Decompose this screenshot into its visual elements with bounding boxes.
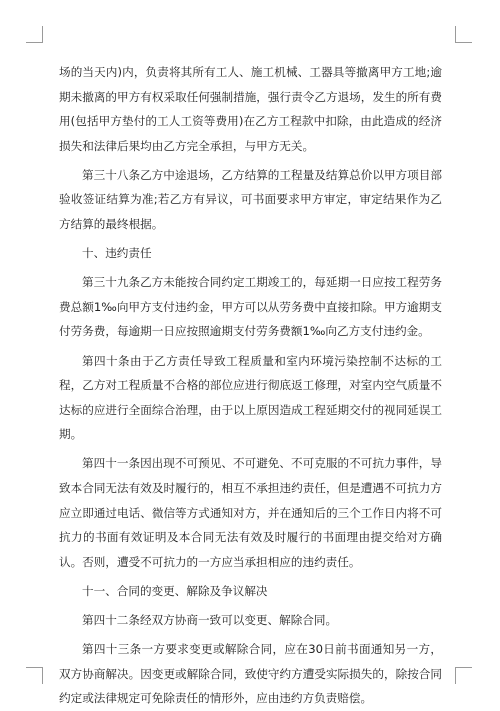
paragraph-article-40: 第四十条由于乙方责任导致工程质量和室内环境污染控制不达标的工程，乙方对工程质量不合格的部位应进行彻底返工修理，对室内空气质量不达标的应进行全面综合治理，由于以上原因造成工程延期交付的视同延误工期。: [59, 353, 442, 442]
section-heading-contract-changes: 十一、合同的变更、解除及争议解决: [82, 583, 268, 598]
paragraph-article-39: 第三十九条乙方未能按合同约定工期竣工的，每延期一日应按工程劳务费总额1‰向甲方支付违约金，甲方可以从劳务费中直接扣除。甲方逾期支付劳务费，每逾期一日应按照逾期支付劳务费额1‰向乙方支付违约金。: [59, 275, 442, 339]
crop-mark-top-left: [26, 26, 43, 43]
crop-mark-top-right: [455, 26, 472, 43]
crop-mark-bottom-left: [26, 667, 43, 684]
paragraph-article-38: 第三十八条乙方中途退场，乙方结算的工程量及结算总价以甲方项目部验收签证结算为准;若乙方有异议，可书面要求甲方审定，审定结果作为乙方结算的最终根据。: [59, 167, 442, 232]
paragraph-article-43: 第四十三条一方要求变更或解除合同，应在30日前书面通知另一方，双方协商解决。因变更或解除合同，致使守约方遭受实际损失的，除按合同约定或法律规定可免除责任的情形外，应由违约方负责赔偿。: [59, 642, 442, 706]
paragraph-article-42: 第四十二条经双方协商一致可以变更、解除合同。: [82, 612, 338, 627]
paragraph-continuation: 场的当天内)内，负责将其所有工人、施工机械、工器具等撤离甲方工地;逾期未撤离的甲方有权采取任何强制措施，强行责令乙方退场，发生的所有费用(包括甲方垫付的工人工资等费用)在乙方工程款中扣除，由此造成的经济损失和法律后果均由乙方完全承担，与甲方无关。: [59, 65, 442, 153]
section-heading-liability: 十、违约责任: [82, 246, 152, 261]
document-body: [59, 60, 442, 711]
crop-mark-bottom-right: [455, 667, 472, 684]
paragraph-article-41: 第四十一条因出现不可预见、不可避免、不可克服的不可抗力事件，导致本合同无法有效及时履行的，相互不承担违约责任，但是遭遇不可抗力方应立即通过电话、微信等方式通知对方，并在通知后的三个工作日内将不可抗力的书面有效证明及本合同无法有效及时履行的书面理由提交给对方确认。否则，遭受不可抗力的一方应当承担相应的违约责任。: [59, 456, 442, 569]
